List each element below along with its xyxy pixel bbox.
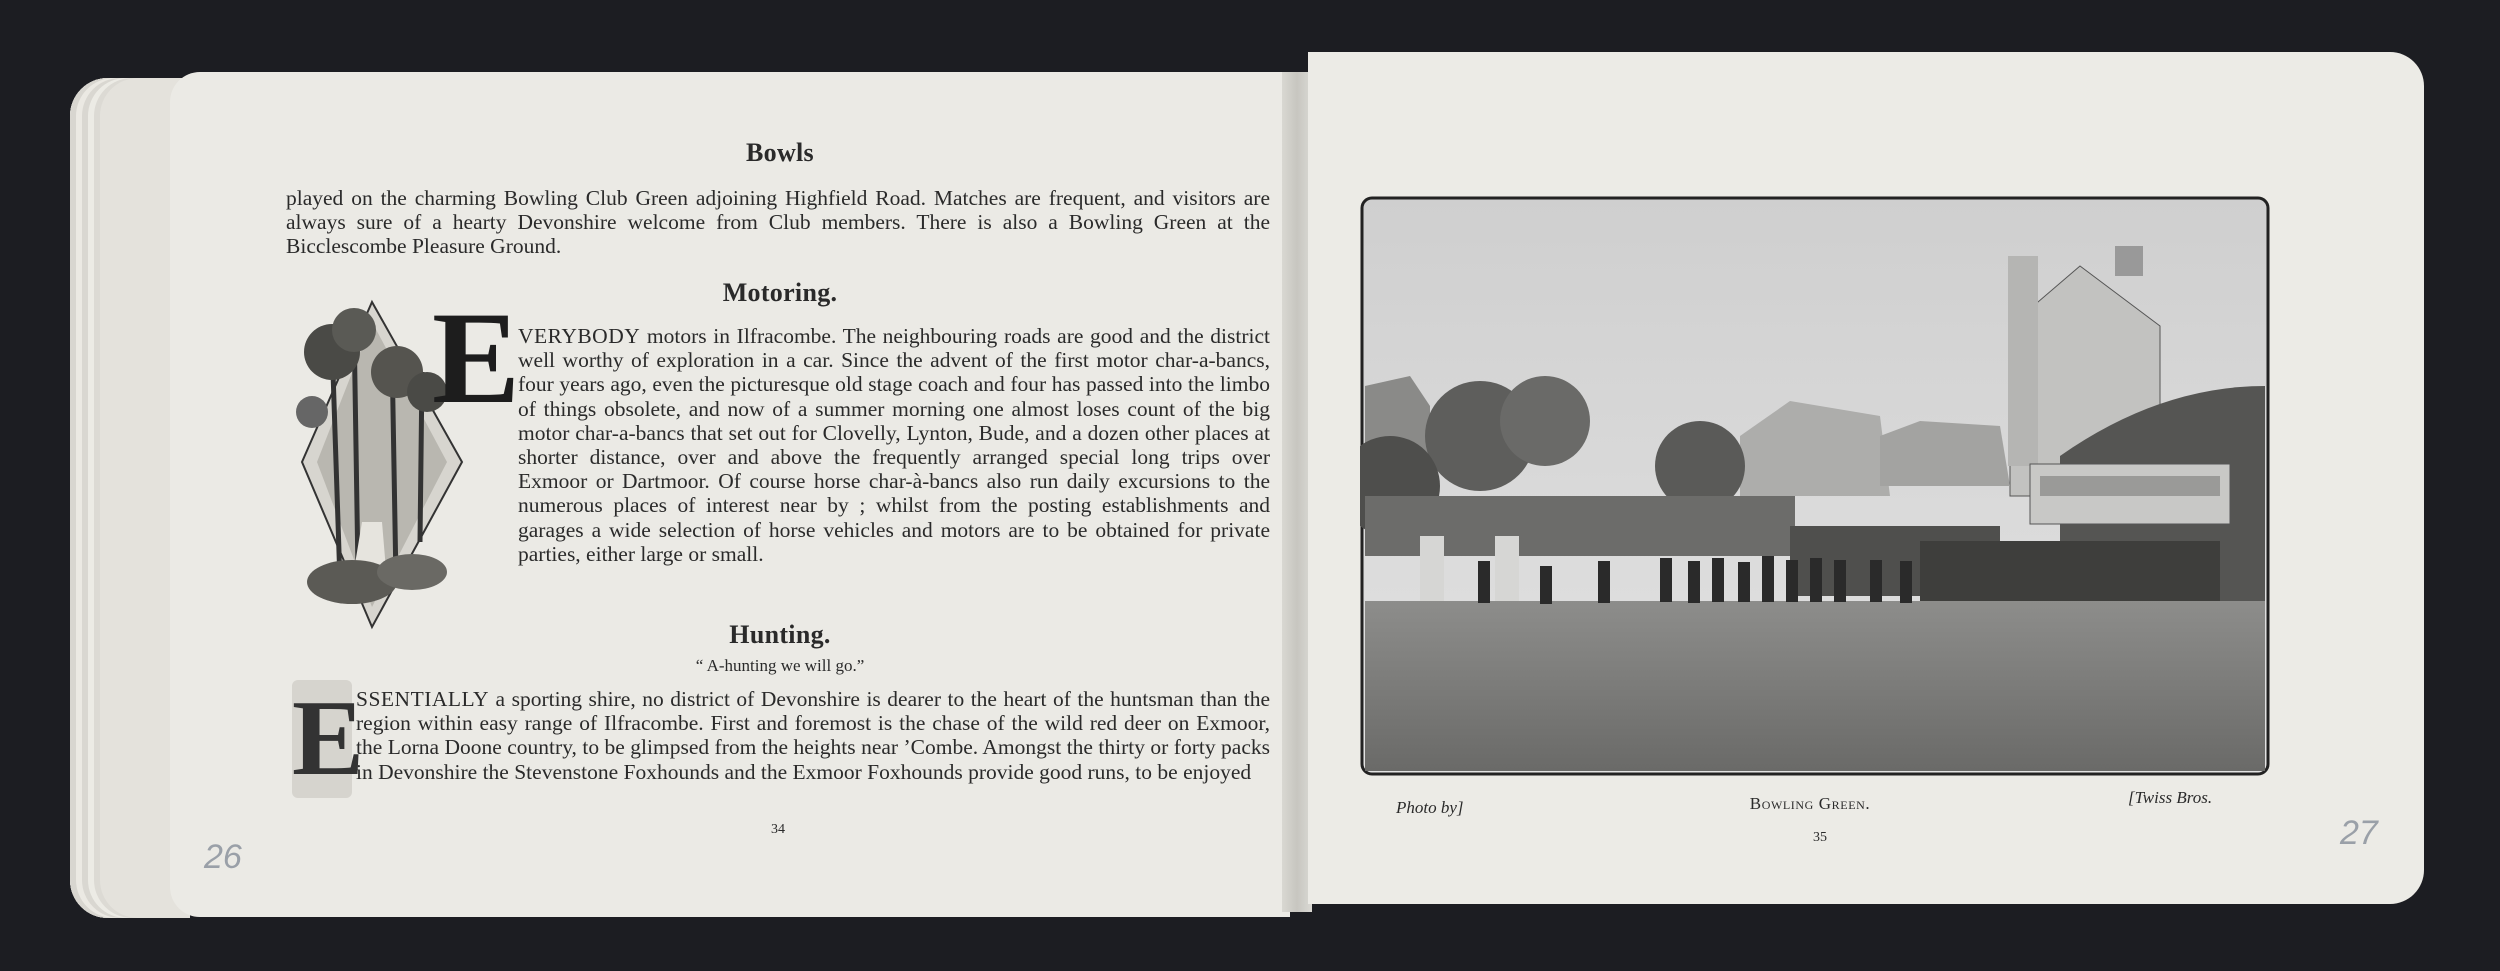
hunting-dropcap: E [292,679,365,798]
bowls-paragraph: played on the charming Bowling Club Green adjoining Highfield Road. Matches are frequent, and visitors are always sure of a hearty Devonshire welcome from Club members. There is also a Bowling Green at the Bicclescombe Pleasure Ground. [286,186,1270,259]
hunting-first-word: SSENTIALLY [356,687,490,711]
motoring-paragraph [518,324,1270,566]
photo-credit-right: [Twiss Bros. [2128,788,2213,807]
motoring-text: motors in Ilfracombe. The neighbouring roads are good and the district well worthy of exploration in a car. Since the advent of the first motor char-a-bancs, four years ago, even the picturesque old stage coach and four has passed into the limbo of things obsolete, and now of a summer morning one almost loses count of the big motor char-a-bancs that set out for Clovelly, Lynton, Bude, and a dozen other places at shorter distance, over and above the frequently arranged special long trips over Exmoor or Dartmoor. Of course horse char-à-bancs also run daily excursions to the numerous places of interest near by ; whilst from the posting establishments and garages a wide selection of horse vehicles and motors are to be obtained for private parties, either large or small. [518,324,1271,566]
bowls-heading: Bowls [746,138,814,167]
left-pencil-number: 26 [204,838,242,876]
motoring-first-word: VERYBODY [518,324,641,348]
right-pencil-number: 27 [2340,814,2378,852]
left-page-number: 34 [771,822,785,837]
motoring-dropcap: E [432,284,521,431]
motoring-heading: Motoring. [722,278,838,307]
right-page-number: 35 [1813,830,1827,845]
bowling-green-photograph [1360,196,2270,776]
hunting-text: a sporting shire, no district of Devonshire is dearer to the heart of the huntsman than the region within easy range of Ilfracombe. First and foremost is the chase of the wild red deer on Exmoor, the Lorna Doone country, to be glimpsed from the heights near ’Combe. Amongst the thirty or forty packs in Devonshire the Stevenstone Foxhounds and the Exmoor Foxhounds provide good runs, to be enjoyed [356,687,1270,784]
hunting-quote: “ A-hunting we will go.” [695,656,865,675]
photo-credit-left: Photo by] [1396,798,1464,817]
hunting-heading: Hunting. [729,620,831,649]
photo-caption: Bowling Green. [1749,794,1871,813]
hunting-paragraph [356,687,1270,784]
